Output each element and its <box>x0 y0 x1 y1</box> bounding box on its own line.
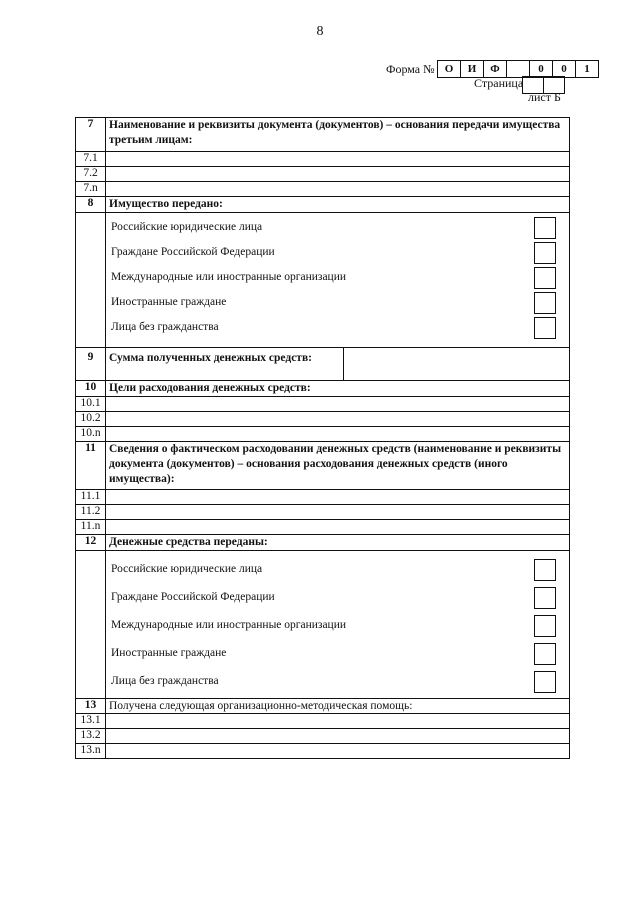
option-item <box>109 639 566 667</box>
row-number: 11.n <box>76 520 106 535</box>
option-item <box>109 215 566 240</box>
input-field[interactable] <box>106 427 570 442</box>
row-number: 13.n <box>76 744 106 759</box>
row-number: 9 <box>76 348 106 381</box>
row-number: 13.2 <box>76 729 106 744</box>
form-code-cell: 0 <box>529 60 553 78</box>
option-label: Граждане Российской Федерации <box>111 591 275 603</box>
form-code-cell: И <box>460 60 484 78</box>
option-checkbox[interactable] <box>534 615 556 637</box>
option-label: Российские юридические лица <box>111 221 263 233</box>
row-number: 7.n <box>76 182 106 197</box>
row-10 <box>76 381 570 397</box>
sum-input[interactable] <box>344 348 569 380</box>
option-label: Российские юридические лица <box>111 563 263 575</box>
input-field[interactable] <box>106 182 570 197</box>
option-label: Международные или иностранные организации <box>111 271 347 283</box>
input-field[interactable] <box>106 412 570 427</box>
row-number: 10.1 <box>76 397 106 412</box>
row-11-2 <box>76 505 570 520</box>
row-12 <box>76 535 570 551</box>
row-7-2 <box>76 167 570 182</box>
option-item <box>109 265 566 290</box>
input-field[interactable] <box>106 729 570 744</box>
form-code-cell: 0 <box>552 60 576 78</box>
input-field[interactable] <box>106 714 570 729</box>
form-code-cell: Ф <box>483 60 507 78</box>
input-field[interactable] <box>106 520 570 535</box>
input-field[interactable] <box>106 744 570 759</box>
input-field[interactable] <box>106 505 570 520</box>
form-code-cell: О <box>437 60 461 78</box>
input-field[interactable] <box>106 397 570 412</box>
row-12-options <box>76 551 570 699</box>
row-number: 11.1 <box>76 490 106 505</box>
form-code-cell: 1 <box>575 60 599 78</box>
option-label: Лица без гражданства <box>111 675 219 687</box>
row-number: 12 <box>76 535 106 551</box>
row-7 <box>76 118 570 152</box>
input-field[interactable] <box>106 152 570 167</box>
input-field[interactable] <box>106 167 570 182</box>
sheet-label: лист Б <box>528 90 561 104</box>
option-label: Лица без гражданства <box>111 321 219 333</box>
option-list <box>109 213 566 340</box>
row-13-2 <box>76 729 570 744</box>
row-number: 7.1 <box>76 152 106 167</box>
option-item <box>109 290 566 315</box>
form-number-label: Форма № <box>386 62 435 76</box>
row-number: 11 <box>76 442 106 490</box>
row-title: Денежные средства переданы: <box>106 535 570 551</box>
input-field[interactable] <box>106 490 570 505</box>
row-13 <box>76 699 570 714</box>
option-item <box>109 583 566 611</box>
row-number: 11.2 <box>76 505 106 520</box>
option-checkbox[interactable] <box>534 559 556 581</box>
row-10-1 <box>76 397 570 412</box>
row-title: Наименование и реквизиты документа (документов) – основания передачи имущества третьим лицам: <box>106 118 570 152</box>
row-title: Сведения о фактическом расходовании денежных средств (наименование и реквизиты документа (документов) – основания расходования денежных средств (иного имущества): <box>106 442 570 490</box>
row-title: Получена следующая организационно-методическая помощь: <box>106 699 570 714</box>
option-list <box>109 551 566 695</box>
page-label: Страница <box>474 76 524 90</box>
row-title: Сумма полученных денежных средств: <box>106 348 344 380</box>
option-label: Иностранные граждане <box>111 647 227 659</box>
option-label: Международные или иностранные организации <box>111 619 347 631</box>
row-10-2 <box>76 412 570 427</box>
option-checkbox[interactable] <box>534 242 556 264</box>
row-11-n <box>76 520 570 535</box>
row-number: 7.2 <box>76 167 106 182</box>
option-checkbox[interactable] <box>534 587 556 609</box>
row-8 <box>76 197 570 213</box>
row-number: 10.2 <box>76 412 106 427</box>
option-label: Иностранные граждане <box>111 296 227 308</box>
row-9 <box>76 348 570 381</box>
row-10-n <box>76 427 570 442</box>
option-item <box>109 611 566 639</box>
row-number: 7 <box>76 118 106 152</box>
row-7-1 <box>76 152 570 167</box>
option-checkbox[interactable] <box>534 292 556 314</box>
row-7-n <box>76 182 570 197</box>
row-number: 10 <box>76 381 106 397</box>
option-checkbox[interactable] <box>534 317 556 339</box>
row-13-n <box>76 744 570 759</box>
row-11 <box>76 442 570 490</box>
row-13-1 <box>76 714 570 729</box>
option-item <box>109 667 566 695</box>
form-table <box>75 117 570 759</box>
row-number: 8 <box>76 197 106 213</box>
option-checkbox[interactable] <box>534 267 556 289</box>
row-title: Цели расходования денежных средств: <box>106 381 570 397</box>
option-label: Граждане Российской Федерации <box>111 246 275 258</box>
row-8-options <box>76 213 570 348</box>
row-number: 10.n <box>76 427 106 442</box>
option-item <box>109 555 566 583</box>
row-title: Имущество передано: <box>106 197 570 213</box>
option-checkbox[interactable] <box>534 643 556 665</box>
option-checkbox[interactable] <box>534 671 556 693</box>
row-11-1 <box>76 490 570 505</box>
page-number: 8 <box>316 24 324 39</box>
option-item <box>109 315 566 340</box>
option-item <box>109 240 566 265</box>
row-number: 13.1 <box>76 714 106 729</box>
option-checkbox[interactable] <box>534 217 556 239</box>
row-number: 13 <box>76 699 106 714</box>
